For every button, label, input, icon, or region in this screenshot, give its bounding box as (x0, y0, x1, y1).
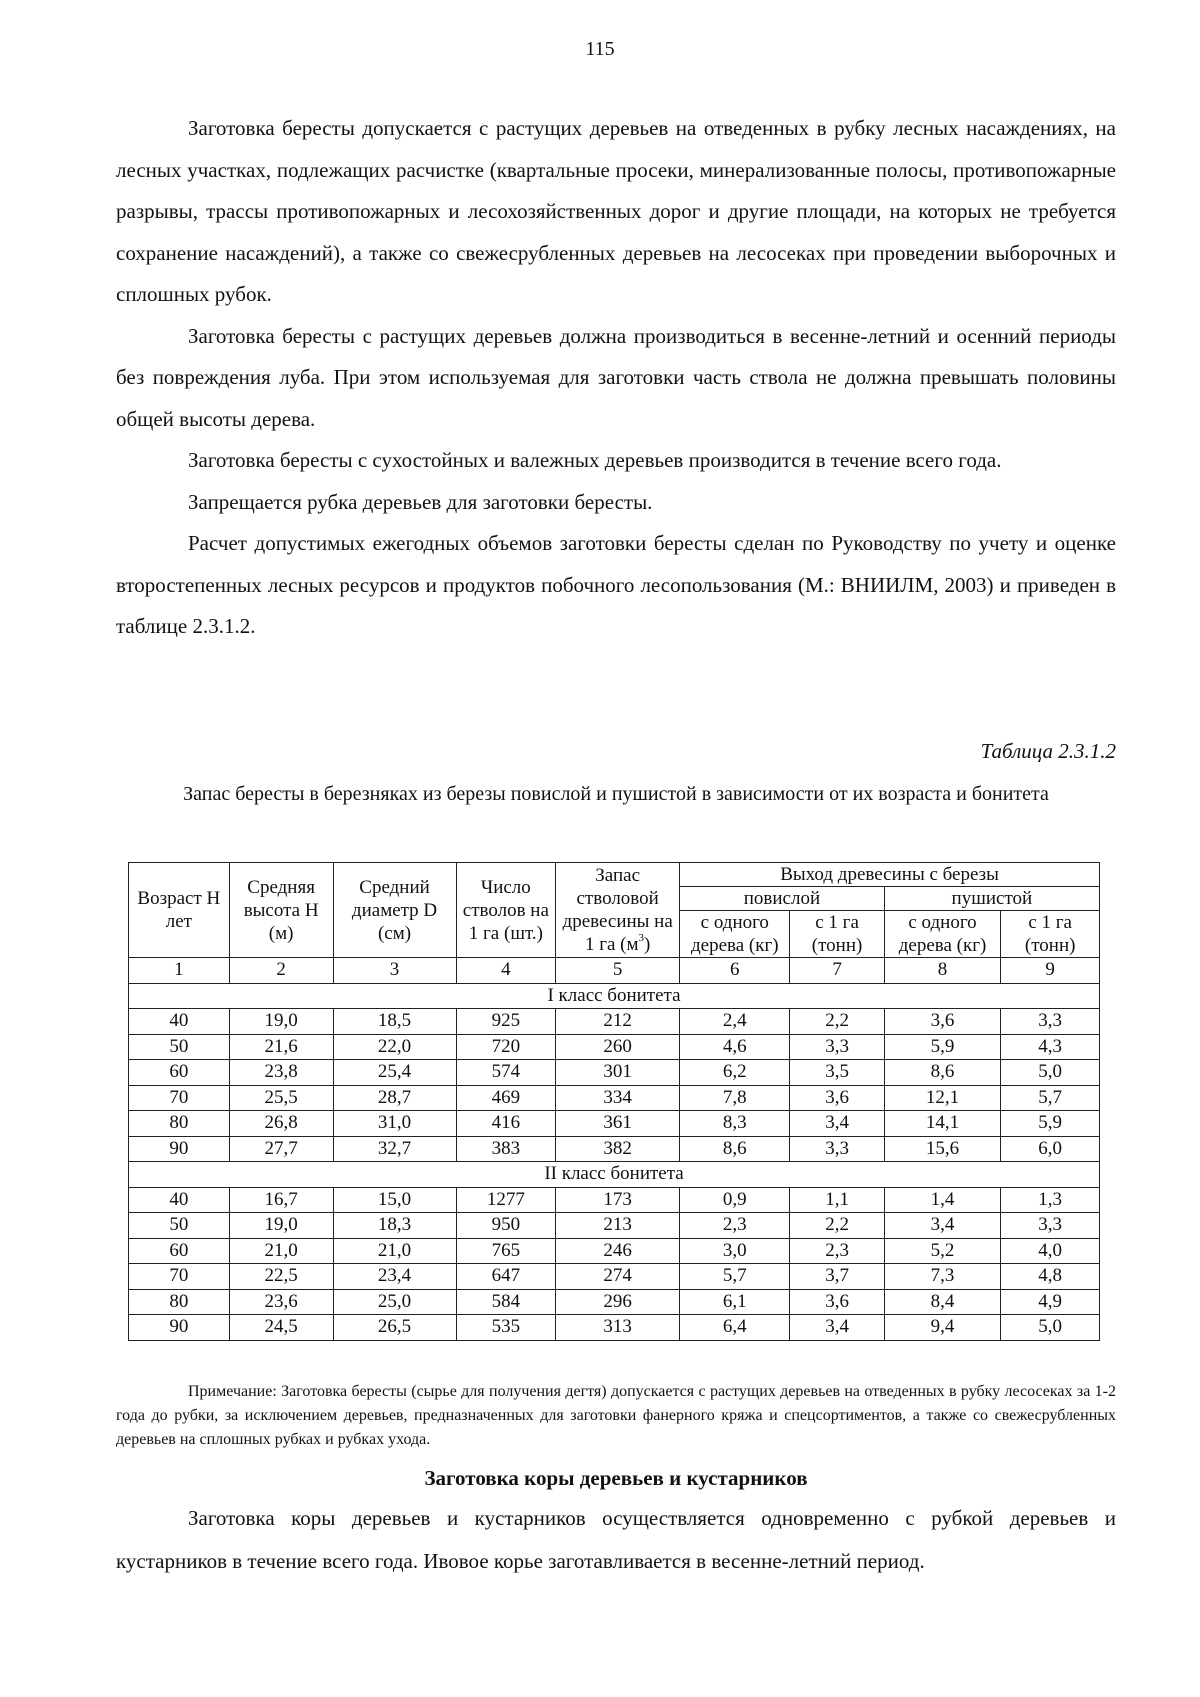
table-cell: 8,6 (884, 1060, 1001, 1086)
table-cell: 765 (456, 1238, 556, 1264)
table-cell: 584 (456, 1289, 556, 1315)
body-text (116, 108, 1116, 648)
table-cell: 32,7 (333, 1136, 456, 1162)
table-cell: 31,0 (333, 1111, 456, 1137)
header-pendula-per-tree: с одного дерева (кг) (680, 911, 790, 958)
table-cell: 173 (556, 1187, 680, 1213)
paragraph: Заготовка бересты с растущих деревьев должна производиться в весенне-летний и осенний периоды без повреждения луба. При этом используемая для заготовки часть ствола не должна превышать половины общей высоты дерева. (116, 323, 1116, 431)
table-cell: 50 (129, 1034, 230, 1060)
table-row (129, 1060, 1100, 1086)
table-cell: 2,3 (790, 1238, 884, 1264)
table-row (129, 1009, 1100, 1035)
table-cell: 361 (556, 1111, 680, 1137)
table-cell: 27,7 (229, 1136, 333, 1162)
header-stock-text: Запас стволовой древесины на 1 га (м (562, 865, 673, 955)
bonitet-class-label: II класс бонитета (129, 1162, 1100, 1188)
table-cell: 2,4 (680, 1009, 790, 1035)
table-cell: 4,3 (1001, 1034, 1100, 1060)
table-cell: 15,6 (884, 1136, 1001, 1162)
table-cell: 3,4 (790, 1111, 884, 1137)
table-cell: 5,7 (1001, 1085, 1100, 1111)
table-cell: 4,0 (1001, 1238, 1100, 1264)
table-row (129, 1315, 1100, 1341)
table-cell: 9,4 (884, 1315, 1001, 1341)
bark-stock-table (128, 862, 1100, 1341)
table-header (129, 863, 1100, 958)
table-cell: 2,2 (790, 1009, 884, 1035)
table-cell: 720 (456, 1034, 556, 1060)
table-cell: 5,9 (884, 1034, 1001, 1060)
table-cell: 416 (456, 1111, 556, 1137)
table-cell: 12,1 (884, 1085, 1001, 1111)
table-cell: 647 (456, 1264, 556, 1290)
table-cell: 260 (556, 1034, 680, 1060)
header-pendula: повислой (680, 887, 885, 911)
paragraph: Расчет допустимых ежегодных объемов заготовки бересты сделан по Руководству по учету и оценке второстепенных лесных ресурсов и продуктов побочного лесопользования (М.: ВНИИЛМ, 2003) и приведен в таблице 2.3.1.2. (116, 531, 1116, 638)
table-cell: 1,3 (1001, 1187, 1100, 1213)
table-cell: 4,9 (1001, 1289, 1100, 1315)
table-cell: 4,8 (1001, 1264, 1100, 1290)
table-cell: 3,6 (790, 1289, 884, 1315)
table-cell: 26,8 (229, 1111, 333, 1137)
table-row (129, 1289, 1100, 1315)
table-cell: 6,1 (680, 1289, 790, 1315)
table-cell: 8,3 (680, 1111, 790, 1137)
table-cell: 6,0 (1001, 1136, 1100, 1162)
table-cell: 3,4 (790, 1315, 884, 1341)
table-cell: 24,5 (229, 1315, 333, 1341)
table-cell: 70 (129, 1085, 230, 1111)
table-cell: 25,5 (229, 1085, 333, 1111)
table-body (129, 958, 1100, 1341)
table-cell: 212 (556, 1009, 680, 1035)
table-cell: 25,4 (333, 1060, 456, 1086)
table-cell: 4,6 (680, 1034, 790, 1060)
page-number: 115 (585, 38, 615, 60)
table-cell: 246 (556, 1238, 680, 1264)
column-number: 6 (680, 958, 790, 984)
table-cell: 6,2 (680, 1060, 790, 1086)
table-cell: 25,0 (333, 1289, 456, 1315)
header-stock (556, 863, 680, 958)
table-cell: 23,4 (333, 1264, 456, 1290)
table-cell: 2,2 (790, 1213, 884, 1239)
table-cell: 950 (456, 1213, 556, 1239)
table-cell: 19,0 (229, 1213, 333, 1239)
table-cell: 50 (129, 1213, 230, 1239)
table-row (129, 1264, 1100, 1290)
table-row (129, 1085, 1100, 1111)
header-yield: Выход древесины с березы (680, 863, 1100, 887)
table-cell: 21,0 (229, 1238, 333, 1264)
table-cell: 90 (129, 1136, 230, 1162)
table-cell: 40 (129, 1009, 230, 1035)
table-cell: 28,7 (333, 1085, 456, 1111)
table-cell: 3,5 (790, 1060, 884, 1086)
table-title: Запас бересты в березняках из березы повислой и пушистой в зависимости от их возраста и бонитета (183, 783, 1049, 805)
table-cell: 1,1 (790, 1187, 884, 1213)
table-cell: 7,8 (680, 1085, 790, 1111)
table-cell: 3,3 (790, 1034, 884, 1060)
table-cell: 301 (556, 1060, 680, 1086)
column-number: 3 (333, 958, 456, 984)
table-cell: 40 (129, 1187, 230, 1213)
table-cell: 3,7 (790, 1264, 884, 1290)
table-cell: 3,3 (1001, 1009, 1100, 1035)
table-cell: 2,3 (680, 1213, 790, 1239)
table-cell: 5,0 (1001, 1060, 1100, 1086)
table-cell: 3,6 (790, 1085, 884, 1111)
bonitet-class-label: I класс бонитета (129, 983, 1100, 1009)
column-number: 4 (456, 958, 556, 984)
table-cell: 574 (456, 1060, 556, 1086)
table-cell: 21,6 (229, 1034, 333, 1060)
header-pendula-per-ha: с 1 га (тонн) (790, 911, 884, 958)
table-cell: 274 (556, 1264, 680, 1290)
table-cell: 6,4 (680, 1315, 790, 1341)
table-cell: 5,9 (1001, 1111, 1100, 1137)
table-cell: 383 (456, 1136, 556, 1162)
header-stock-sup: 3 (638, 932, 645, 944)
header-pubescens-per-ha: с 1 га (тонн) (1001, 911, 1100, 958)
table-cell: 23,8 (229, 1060, 333, 1086)
table-cell: 3,0 (680, 1238, 790, 1264)
table-cell: 14,1 (884, 1111, 1001, 1137)
table-cell: 1,4 (884, 1187, 1001, 1213)
table-cell: 313 (556, 1315, 680, 1341)
column-number: 5 (556, 958, 680, 984)
column-number: 2 (229, 958, 333, 984)
table-cell: 8,6 (680, 1136, 790, 1162)
section-heading: Заготовка коры деревьев и кустарников (424, 1466, 808, 1490)
table-row (129, 1213, 1100, 1239)
table-row (129, 1136, 1100, 1162)
header-age: Возраст Н лет (129, 863, 230, 958)
table-row (129, 1111, 1100, 1137)
table-cell: 1277 (456, 1187, 556, 1213)
table-cell: 22,5 (229, 1264, 333, 1290)
table-cell: 535 (456, 1315, 556, 1341)
table-note: Примечание: Заготовка бересты (сырье для получения дегтя) допускается с растущих деревьев на отведенных в рубку лесосеках за 1-2 года до рубки, за исключением деревьев, предназначенных для заготовки фанерного кряжа и спецсортиментов, а также со свежесрубленных деревьев на сплошных рубках и рубках ухода. (116, 1383, 1116, 1448)
column-number: 7 (790, 958, 884, 984)
table-cell: 22,0 (333, 1034, 456, 1060)
paragraph: Заготовка бересты допускается с растущих деревьев на отведенных в рубку лесных насаждениях, на лесных участках, подлежащих расчистке (квартальные просеки, минерализованные полосы, противопожарные разрывы, трассы противопожарных и лесохозяйственных дорог и другие площади, на которых не требуется сохранение насаждений), а также со свежесрубленных деревьев на лесосеках при проведении выборочных и сплошных рубок. (116, 116, 1116, 306)
column-number: 1 (129, 958, 230, 984)
header-stems: Число стволов на 1 га (шт.) (456, 863, 556, 958)
table-cell: 3,3 (1001, 1213, 1100, 1239)
table-cell: 70 (129, 1264, 230, 1290)
table-cell: 0,9 (680, 1187, 790, 1213)
table-cell: 7,3 (884, 1264, 1001, 1290)
paragraph: Запрещается рубка деревьев для заготовки бересты. (188, 489, 653, 514)
table-cell: 382 (556, 1136, 680, 1162)
table-cell: 3,6 (884, 1009, 1001, 1035)
table-cell: 19,0 (229, 1009, 333, 1035)
table-cell: 925 (456, 1009, 556, 1035)
header-height: Средняя высота Н (м) (229, 863, 333, 958)
table-cell: 18,5 (333, 1009, 456, 1035)
table-cell: 18,3 (333, 1213, 456, 1239)
column-number-row (129, 958, 1100, 984)
section-paragraph: Заготовка коры деревьев и кустарников осуществляется одновременно с рубкой деревьев и кустарников в течение всего года. Ивовое корье заготавливается в весенне-летний период. (116, 1506, 1116, 1573)
group-row (129, 983, 1100, 1009)
table-cell: 334 (556, 1085, 680, 1111)
column-number: 8 (884, 958, 1001, 984)
table-cell: 60 (129, 1238, 230, 1264)
table-label: Таблица 2.3.1.2 (980, 739, 1116, 763)
header-pubescens-per-tree: с одного дерева (кг) (884, 911, 1001, 958)
table-cell: 16,7 (229, 1187, 333, 1213)
table-row (129, 1034, 1100, 1060)
column-number: 9 (1001, 958, 1100, 984)
table-cell: 3,4 (884, 1213, 1001, 1239)
table-cell: 5,7 (680, 1264, 790, 1290)
header-diameter: Средний диаметр D (см) (333, 863, 456, 958)
table-cell: 15,0 (333, 1187, 456, 1213)
table-cell: 90 (129, 1315, 230, 1341)
table-cell: 469 (456, 1085, 556, 1111)
table-cell: 21,0 (333, 1238, 456, 1264)
table-cell: 5,2 (884, 1238, 1001, 1264)
header-pubescens: пушистой (884, 887, 1099, 911)
table-cell: 26,5 (333, 1315, 456, 1341)
table-row (129, 1187, 1100, 1213)
table-cell: 296 (556, 1289, 680, 1315)
table-cell: 213 (556, 1213, 680, 1239)
paragraph: Заготовка бересты с сухостойных и валежных деревьев производится в течение всего года. (188, 448, 1002, 472)
table-cell: 23,6 (229, 1289, 333, 1315)
table-cell: 3,3 (790, 1136, 884, 1162)
table-cell: 8,4 (884, 1289, 1001, 1315)
table-cell: 80 (129, 1111, 230, 1137)
header-stock-close: ) (644, 934, 651, 955)
table-cell: 80 (129, 1289, 230, 1315)
group-row (129, 1162, 1100, 1188)
table-cell: 5,0 (1001, 1315, 1100, 1341)
table-cell: 60 (129, 1060, 230, 1086)
table-row (129, 1238, 1100, 1264)
